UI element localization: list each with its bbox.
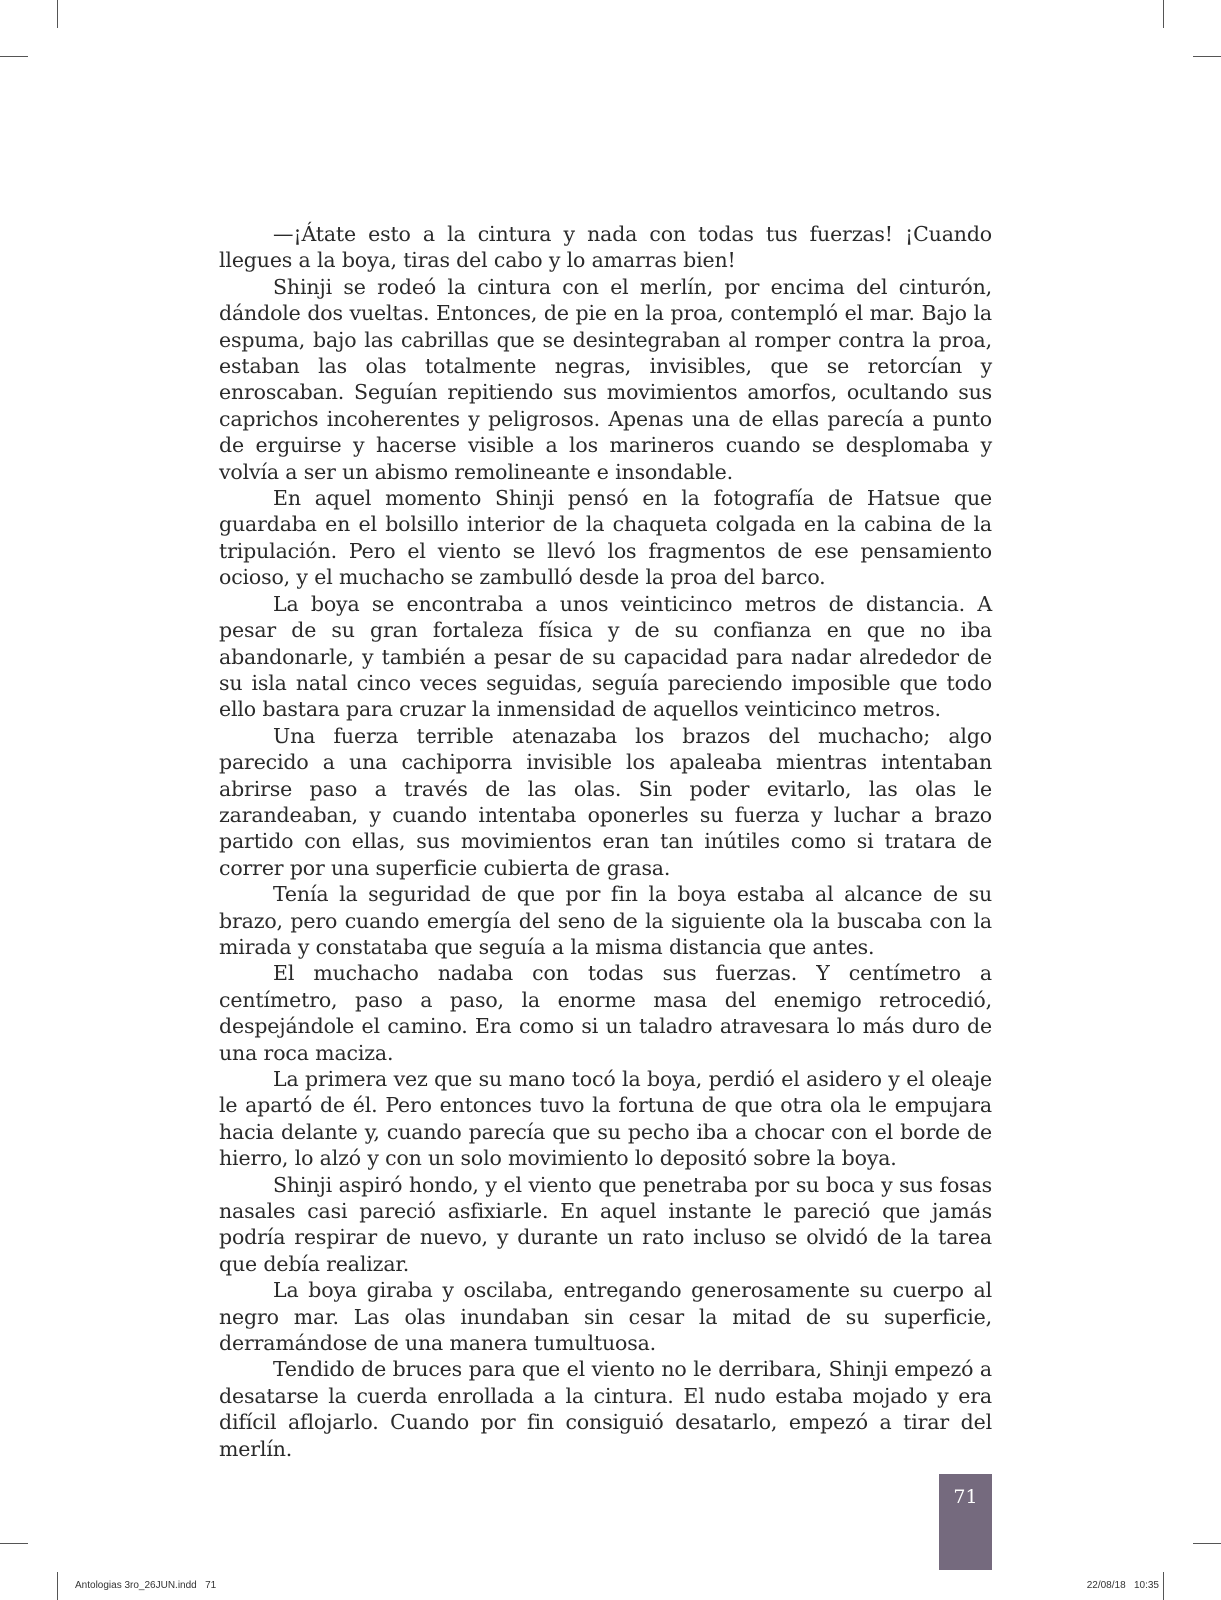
crop-mark-bottom-left-h — [0, 1543, 28, 1544]
paragraph: Tendido de bruces para que el viento no le derribara, Shinji empezó a desatarse la cuerda enrollada a la cintura. El nudo estaba mojado y era difícil aflojarlo. Cuando por fin consiguió desatarlo, empezó a tirar del merlín. — [219, 1357, 992, 1461]
print-slug-file: Antologias 3ro_26JUN.indd 71 — [75, 1580, 217, 1591]
paragraph: Una fuerza terrible atenazaba los brazos del muchacho; algo parecido a una cachiporra invisible los apaleaba mientras intentaban abrirse paso a través de las olas. Sin poder evitarlo, las olas le zarandeaban, y cuando intentaba oponerles su fuerza y luchar a brazo partido con ellas, sus movimientos eran tan inútiles como si tratara de correr por una superficie cubierta de grasa. — [219, 723, 992, 880]
paragraph: La boya se encontraba a unos veinticinco metros de distancia. A pesar de su gran fortaleza física y de su confianza en que no iba abandonarle, y también a pesar de su capacidad para nadar alrededor de su isla natal cinco veces seguidas, seguía pareciendo imposible que todo ello bastara para cruzar la inmensidad de aquellos veinticinco metros. — [219, 591, 992, 722]
page-number: 71 — [953, 1486, 978, 1508]
crop-mark-top-left-h — [0, 56, 28, 57]
paragraph: Shinji se rodeó la cintura con el merlín, por encima del cinturón, dándole dos vueltas. Entonces, de pie en la proa, contempló el mar. Bajo la espuma, bajo las cabrillas que se desintegraban al romper contra la proa, estaban las olas totalmente negras, invisibles, que se retorcían y enroscaban. Seguían repitiendo sus movimientos amorfos, ocultando sus caprichos incoherentes y peligrosos. Apenas una de ellas parecía a punto de erguirse y hacerse visible a los marineros cuando se desplomaba y volvía a ser un abismo remolineante e insondable. — [219, 274, 992, 484]
print-slug-date: 22/08/18 10:35 — [1086, 1580, 1159, 1591]
paragraph: Tenía la seguridad de que por fin la boya estaba al alcance de su brazo, pero cuando emergía del seno de la siguiente ola la buscaba con la mirada y constataba que seguía a la misma distancia que antes. — [219, 882, 992, 959]
crop-mark-top-right-h — [1193, 56, 1221, 57]
crop-mark-bottom-right-h — [1193, 1543, 1221, 1544]
crop-mark-bottom-right — [1163, 1572, 1164, 1600]
crop-mark-top-right — [1163, 0, 1164, 28]
paragraph: La boya giraba y oscilaba, entregando generosamente su cuerpo al negro mar. Las olas inundaban sin cesar la mitad de su superficie, derramándose de una manera tumultuosa. — [219, 1278, 992, 1356]
page-number-box — [939, 1474, 992, 1570]
paragraph: —¡Átate esto a la cintura y nada con todas tus fuerzas! ¡Cuando llegues a la boya, tiras del cabo y lo amarras bien! — [219, 222, 992, 273]
paragraph: Shinji aspiró hondo, y el viento que penetraba por su boca y sus fosas nasales casi pareció asfixiarle. En aquel instante le pareció que jamás podría respirar de nuevo, y durante un rato incluso se olvidó de la tarea que debía realizar. — [219, 1172, 992, 1276]
paragraph: La primera vez que su mano tocó la boya, perdió el asidero y el oleaje le apartó de él. Pero entonces tuvo la fortuna de que otra ola le empujara hacia delante y, cuando parecía que su pecho iba a chocar con el borde de hierro, lo alzó y con un solo movimiento lo depositó sobre la boya. — [219, 1067, 992, 1171]
paragraph: El muchacho nadaba con todas sus fuerzas. Y centímetro a centímetro, paso a paso, la enorme masa del enemigo retrocedió, despejándole el camino. Era como si un taladro atravesara lo más duro de una roca maciza. — [219, 961, 992, 1065]
paragraph: En aquel momento Shinji pensó en la fotografía de Hatsue que guardaba en el bolsillo interior de la chaqueta colgada en la cabina de la tripulación. Pero el viento se llevó los fragmentos de ese pensamiento ocioso, y el muchacho se zambulló desde la proa del barco. — [219, 486, 992, 590]
crop-mark-top-left — [57, 0, 58, 28]
body-text — [219, 221, 992, 1462]
crop-mark-bottom-left — [57, 1572, 58, 1600]
